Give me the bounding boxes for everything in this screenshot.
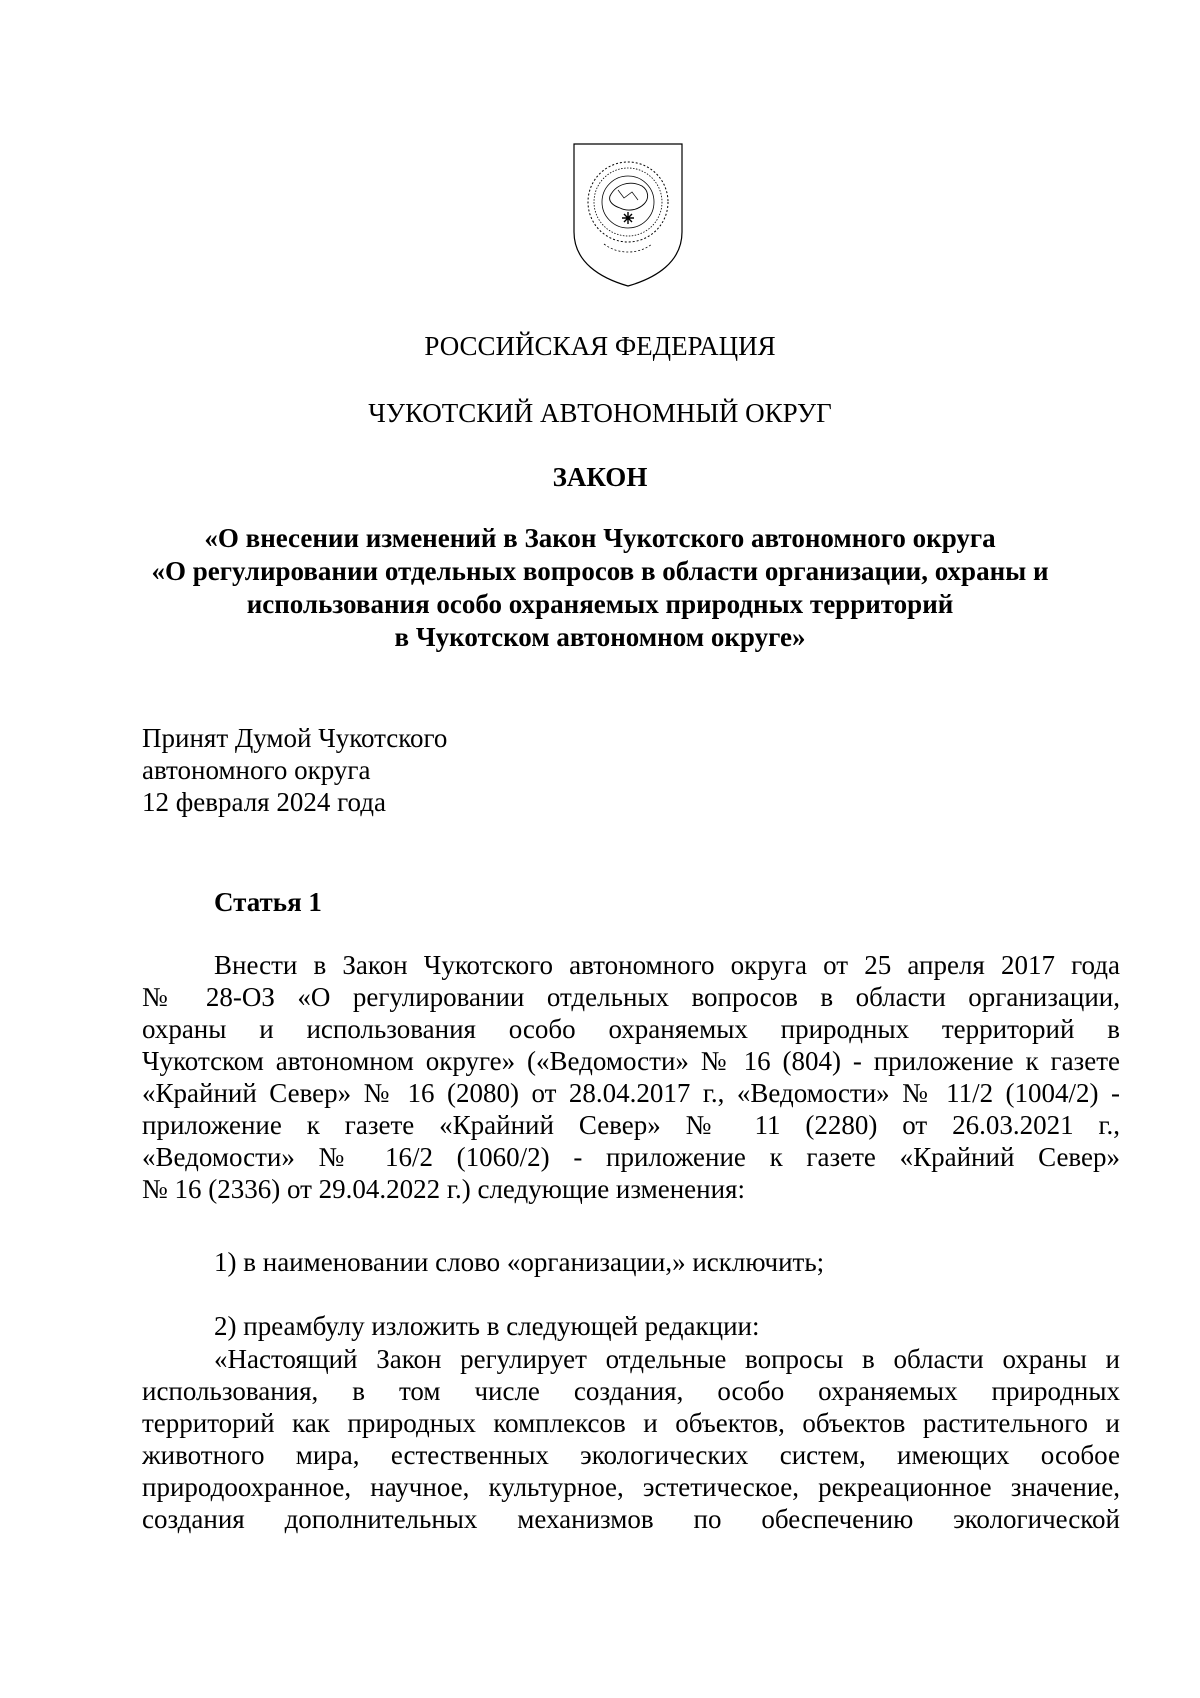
adoption-line: автономного округа	[142, 755, 371, 785]
coat-of-arms-emblem	[568, 140, 688, 288]
article-heading: Статья 1	[214, 887, 322, 917]
law-title	[0, 522, 1200, 654]
paragraph-line: № 28-ОЗ «О регулировании отдельных вопросов в области организации,	[142, 982, 1120, 1012]
document-type: ЗАКОН	[552, 462, 648, 492]
law-title-line: в Чукотском автономном округе»	[394, 622, 806, 652]
change-item-1: 1) в наименовании слово «организации,» исключить;	[214, 1247, 825, 1277]
shield-icon	[568, 140, 688, 288]
paragraph-line: Внести в Закон Чукотского автономного округа от 25 апреля 2017 года	[214, 950, 1120, 980]
paragraph-line: животного мира, естественных экологических систем, имеющих особое	[142, 1440, 1120, 1470]
adoption-info	[142, 722, 447, 818]
change-item-2: 2) преамбулу изложить в следующей редакции:	[214, 1311, 760, 1341]
preamble-paragraph	[142, 1343, 1120, 1535]
paragraph-line: охраны и использования особо охраняемых природных территорий в	[142, 1014, 1120, 1044]
paragraph-line: природоохранное, научное, культурное, эстетическое, рекреационное значение,	[142, 1472, 1120, 1502]
paragraph-line: создания дополнительных механизмов по обеспечению экологической	[142, 1504, 1120, 1534]
region-name: ЧУКОТСКИЙ АВТОНОМНЫЙ ОКРУГ	[368, 398, 832, 428]
adoption-line: Принят Думой Чукотского	[142, 723, 448, 753]
paragraph-line: «Настоящий Закон регулирует отдельные вопросы в области охраны и	[214, 1344, 1120, 1374]
paragraph-line: № 16 (2336) от 29.04.2022 г.) следующие изменения:	[142, 1174, 745, 1204]
paragraph-line: «Крайний Север» № 16 (2080) от 28.04.2017 г., «Ведомости» № 11/2 (1004/2) -	[142, 1078, 1120, 1108]
paragraph-line: использования, в том числе создания, особо охраняемых природных	[142, 1376, 1120, 1406]
paragraph-line: территорий как природных комплексов и объектов, объектов растительного и	[142, 1408, 1120, 1438]
law-title-line: использования особо охраняемых природных территорий	[246, 589, 954, 619]
paragraph-line: Чукотском автономном округе» («Ведомости» № 16 (804) - приложение к газете	[142, 1046, 1120, 1076]
country-name: РОССИЙСКАЯ ФЕДЕРАЦИЯ	[424, 331, 776, 361]
law-title-line: «О внесении изменений в Закон Чукотского автономного округа	[204, 523, 996, 553]
article-intro-paragraph	[142, 949, 1120, 1205]
law-title-line: «О регулировании отдельных вопросов в области организации, охраны и	[151, 556, 1049, 586]
paragraph-line: приложение к газете «Крайний Север» № 11 (2280) от 26.03.2021 г.,	[142, 1110, 1120, 1140]
paragraph-line: «Ведомости» № 16/2 (1060/2) - приложение к газете «Крайний Север»	[142, 1142, 1120, 1172]
adoption-date: 12 февраля 2024 года	[142, 787, 386, 817]
